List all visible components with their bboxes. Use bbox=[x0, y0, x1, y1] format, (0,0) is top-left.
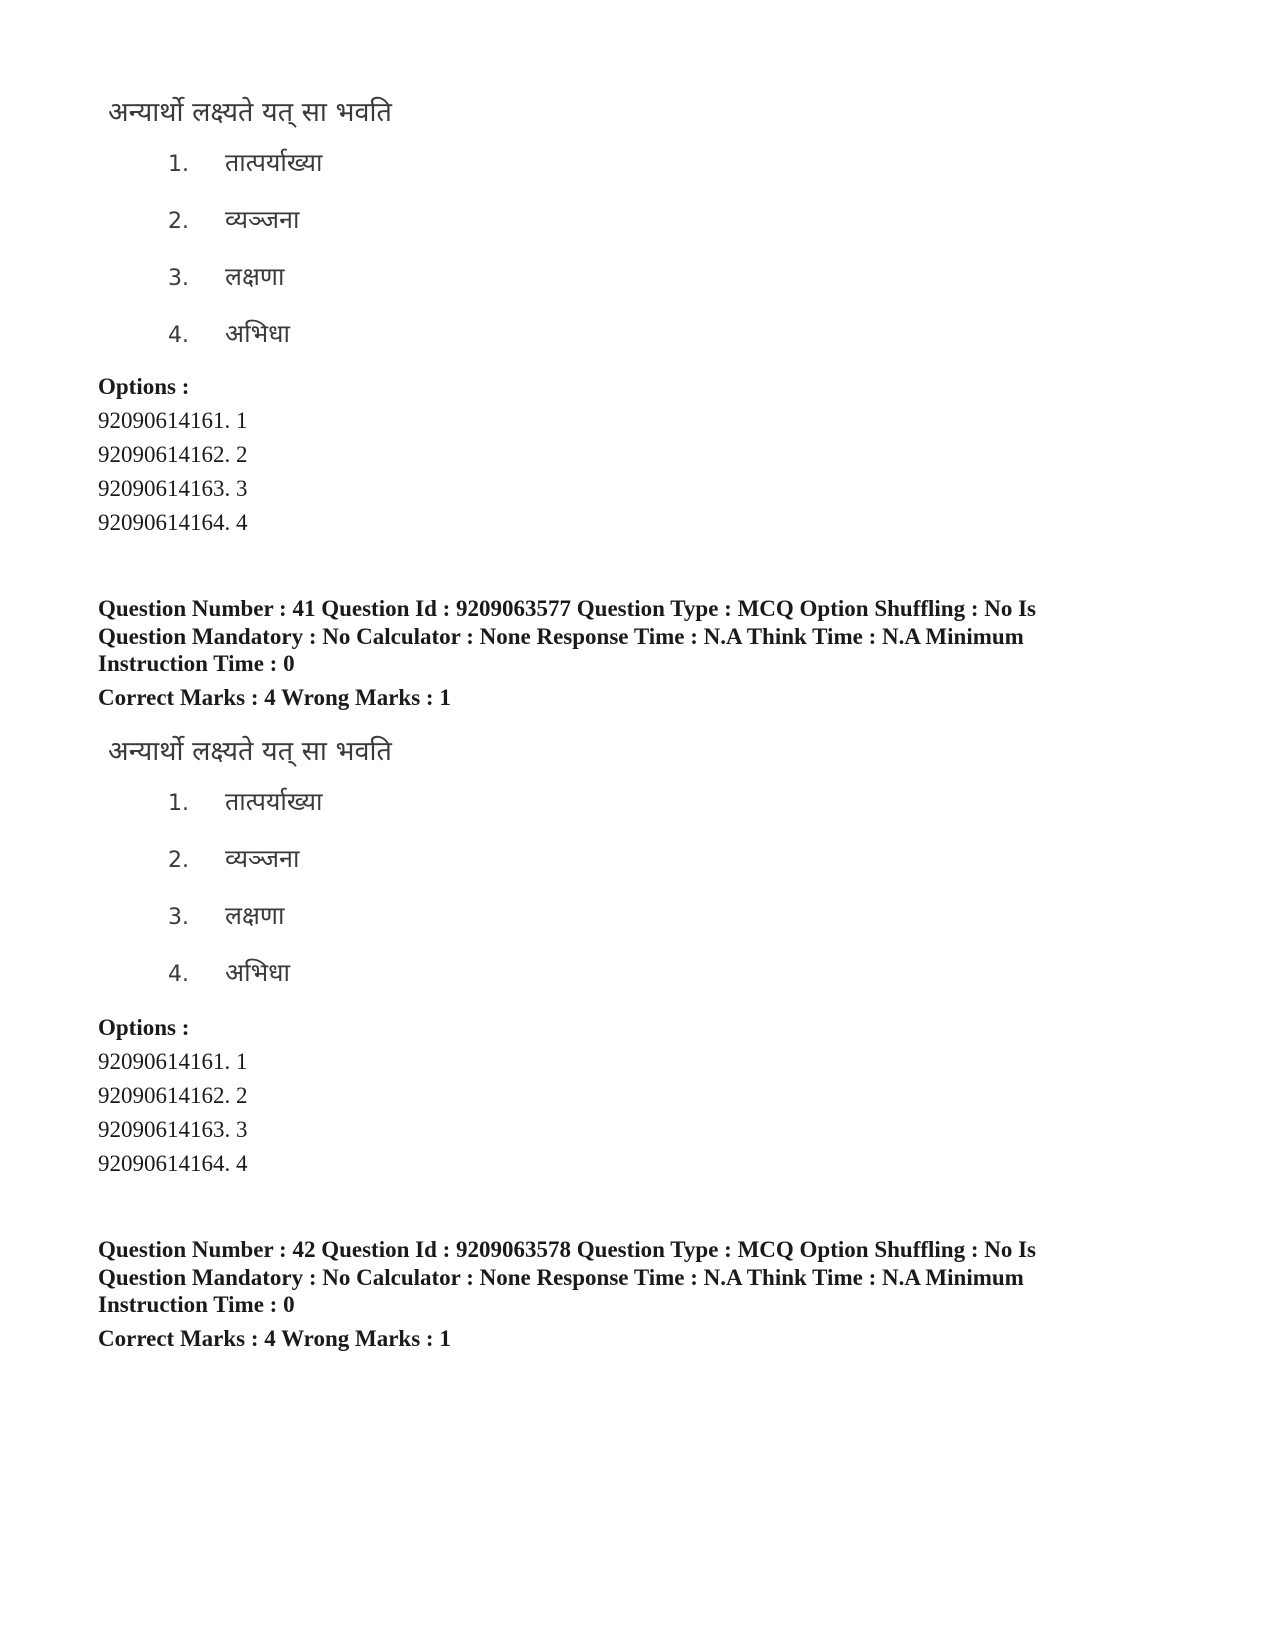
meta-line: Instruction Time : 0 bbox=[98, 1292, 295, 1317]
option-row: 92090614161. 1 bbox=[98, 408, 248, 433]
question-text: अन्यार्थो लक्ष्यते यत् सा भवति bbox=[108, 97, 392, 128]
choice-number: 1. bbox=[168, 152, 189, 177]
options-heading: Options : bbox=[98, 1015, 190, 1040]
option-row: 92090614164. 4 bbox=[98, 1151, 248, 1176]
choice-item bbox=[108, 826, 528, 883]
choice-item bbox=[108, 769, 528, 826]
choice-item bbox=[108, 130, 528, 187]
question-meta-42 bbox=[98, 1236, 1138, 1319]
choice-number: 2. bbox=[168, 848, 189, 873]
marks-line-41: Correct Marks : 4 Wrong Marks : 1 bbox=[98, 685, 451, 710]
choice-text: लक्षणा bbox=[225, 901, 285, 930]
choice-text: व्यञ्जना bbox=[225, 205, 300, 234]
choice-number: 3. bbox=[168, 905, 189, 930]
option-row: 92090614164. 4 bbox=[98, 510, 248, 535]
meta-line: Question Number : 42 Question Id : 9209063578 Question Type : MCQ Option Shuffling : No Is bbox=[98, 1237, 1037, 1262]
meta-line: Question Mandatory : No Calculator : None Response Time : N.A Think Time : N.A Minimum bbox=[98, 1264, 1024, 1290]
choice-text: लक्षणा bbox=[225, 262, 285, 291]
choice-number: 3. bbox=[168, 266, 189, 291]
options-heading: Options : bbox=[98, 374, 190, 399]
options-list-1 bbox=[98, 370, 698, 540]
choice-text: अभिधा bbox=[225, 958, 291, 987]
options-list-2 bbox=[98, 1011, 698, 1181]
meta-line: Question Number : 41 Question Id : 9209063577 Question Type : MCQ Option Shuffling : No Is bbox=[98, 596, 1037, 621]
choice-number: 1. bbox=[168, 791, 189, 816]
choice-text: अभिधा bbox=[225, 319, 291, 348]
meta-line: Instruction Time : 0 bbox=[98, 651, 295, 676]
option-row: 92090614163. 3 bbox=[98, 476, 248, 501]
choice-text: तात्पर्याख्या bbox=[225, 787, 323, 816]
choice-item bbox=[108, 244, 528, 301]
choice-number: 4. bbox=[168, 962, 189, 987]
choice-text: तात्पर्याख्या bbox=[225, 148, 323, 177]
choice-item bbox=[108, 883, 528, 940]
choice-item bbox=[108, 301, 528, 358]
option-row: 92090614162. 2 bbox=[98, 1083, 248, 1108]
choice-item bbox=[108, 940, 528, 997]
question-text: अन्यार्थो लक्ष्यते यत् सा भवति bbox=[108, 736, 392, 767]
meta-line: Question Mandatory : No Calculator : None Response Time : N.A Think Time : N.A Minimum bbox=[98, 623, 1024, 649]
option-row: 92090614162. 2 bbox=[98, 442, 248, 467]
question-meta-41 bbox=[98, 595, 1138, 678]
choice-text: व्यञ्जना bbox=[225, 844, 300, 873]
choice-number: 4. bbox=[168, 323, 189, 348]
option-row: 92090614163. 3 bbox=[98, 1117, 248, 1142]
option-row: 92090614161. 1 bbox=[98, 1049, 248, 1074]
question-image-2 bbox=[108, 735, 528, 997]
marks-line-42: Correct Marks : 4 Wrong Marks : 1 bbox=[98, 1326, 451, 1351]
question-image-1 bbox=[108, 96, 528, 358]
choice-item bbox=[108, 187, 528, 244]
choice-number: 2. bbox=[168, 209, 189, 234]
